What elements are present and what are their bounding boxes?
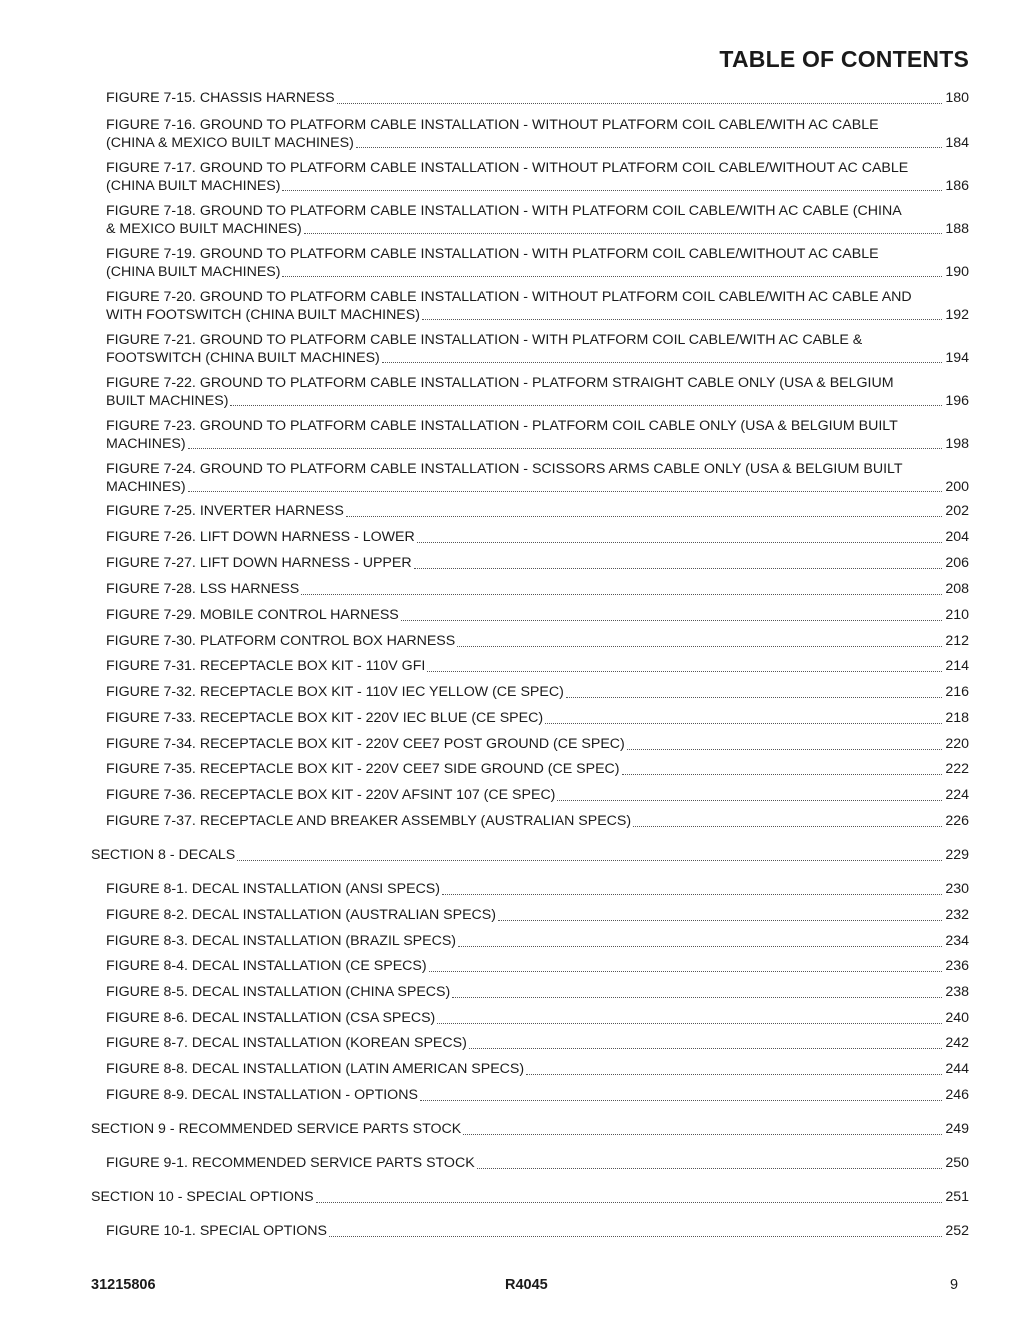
toc-entry-line bbox=[106, 393, 969, 411]
toc-entry-line bbox=[106, 658, 969, 676]
toc-entry-page-number: 184 bbox=[945, 134, 969, 151]
toc-entry-page-number: 206 bbox=[945, 555, 969, 571]
dot-leader bbox=[463, 1133, 942, 1135]
toc-figure-entry[interactable] bbox=[106, 684, 969, 702]
toc-entry-title: FIGURE 7-36. RECEPTACLE BOX KIT - 220V AFSINT 107 (CE SPEC) bbox=[106, 787, 556, 803]
dot-leader bbox=[188, 447, 943, 449]
footer-document-number: 31215806 bbox=[91, 1277, 156, 1293]
toc-entry-title: FIGURE 8-5. DECAL INSTALLATION (CHINA SPECS) bbox=[106, 984, 451, 1000]
toc-figure-entry[interactable] bbox=[106, 984, 969, 1002]
toc-entry-page-number: 186 bbox=[945, 177, 969, 194]
toc-entry-title: (CHINA & MEXICO BUILT MACHINES) bbox=[106, 134, 354, 151]
toc-figure-entry[interactable] bbox=[106, 736, 969, 754]
toc-entry-title: FIGURE 9-1. RECOMMENDED SERVICE PARTS STOCK bbox=[106, 1155, 475, 1171]
toc-entry-page-number: 190 bbox=[945, 263, 969, 280]
toc-section-entry[interactable] bbox=[91, 847, 969, 865]
toc-entry-title: (CHINA BUILT MACHINES) bbox=[106, 177, 281, 194]
toc-entry-title: WITH FOOTSWITCH (CHINA BUILT MACHINES) bbox=[106, 306, 420, 323]
toc-entry-page-number: 204 bbox=[945, 529, 969, 545]
toc-entry-title: FIGURE 7-30. PLATFORM CONTROL BOX HARNESS bbox=[106, 633, 456, 649]
toc-figure-entry[interactable] bbox=[106, 658, 969, 676]
footer-page-number: 9 bbox=[950, 1277, 959, 1293]
toc-entry-page-number: 224 bbox=[945, 787, 969, 803]
toc-entry-line bbox=[106, 958, 969, 976]
toc-entry-line bbox=[106, 581, 969, 599]
dot-leader bbox=[316, 1201, 943, 1203]
toc-entry-line bbox=[106, 479, 969, 497]
toc-entry-page-number: 251 bbox=[945, 1189, 969, 1205]
toc-entry-title: BUILT MACHINES) bbox=[106, 392, 229, 409]
toc-entry-page-number: 238 bbox=[945, 984, 969, 1000]
toc-entry-line bbox=[106, 135, 969, 153]
toc-entry-title: FIGURE 7-29. MOBILE CONTROL HARNESS bbox=[106, 607, 399, 623]
toc-entry-title: MACHINES) bbox=[106, 478, 186, 495]
dot-leader bbox=[282, 189, 942, 191]
toc-entry-line bbox=[106, 178, 969, 196]
toc-figure-entry[interactable] bbox=[106, 1087, 969, 1105]
toc-entry-title: SECTION 10 - SPECIAL OPTIONS bbox=[91, 1189, 314, 1205]
toc-figure-entry[interactable] bbox=[106, 203, 969, 238]
toc-entry-line bbox=[106, 90, 969, 108]
toc-figure-entry[interactable] bbox=[106, 1155, 969, 1173]
dot-leader bbox=[437, 1022, 942, 1024]
toc-entry-line bbox=[106, 436, 969, 454]
toc-entry-title: & MEXICO BUILT MACHINES) bbox=[106, 220, 302, 237]
dot-leader bbox=[301, 593, 942, 595]
toc-entry-title: SECTION 9 - RECOMMENDED SERVICE PARTS STOCK bbox=[91, 1121, 462, 1137]
toc-figure-entry[interactable] bbox=[106, 90, 969, 108]
toc-figure-entry[interactable] bbox=[106, 1061, 969, 1079]
dot-leader bbox=[627, 748, 943, 750]
dot-leader bbox=[457, 645, 942, 647]
toc-figure-entry[interactable] bbox=[106, 787, 969, 805]
toc-entry-page-number: 198 bbox=[945, 435, 969, 452]
toc-entry-line bbox=[106, 555, 969, 573]
dot-leader bbox=[337, 102, 943, 104]
toc-entry-line bbox=[106, 1061, 969, 1079]
toc-figure-entry[interactable] bbox=[106, 710, 969, 728]
dot-leader bbox=[346, 515, 943, 517]
toc-entry-line bbox=[106, 787, 969, 805]
toc-entry-page-number: 188 bbox=[945, 220, 969, 237]
toc-entry-page-number: 180 bbox=[945, 90, 969, 106]
toc-entry-page-number: 210 bbox=[945, 607, 969, 623]
toc-entry-page-number: 208 bbox=[945, 581, 969, 597]
toc-entry-title: FOOTSWITCH (CHINA BUILT MACHINES) bbox=[106, 349, 380, 366]
toc-entry-title-line: FIGURE 7-19. GROUND TO PLATFORM CABLE INSTALLATION - WITH PLATFORM COIL CABLE/WITHOUT AC CABLE bbox=[106, 246, 879, 262]
toc-entry-title: MACHINES) bbox=[106, 435, 186, 452]
toc-entry-line bbox=[106, 684, 969, 702]
toc-entry-title: FIGURE 7-32. RECEPTACLE BOX KIT - 110V IEC YELLOW (CE SPEC) bbox=[106, 684, 564, 700]
toc-entry-line bbox=[106, 633, 969, 651]
toc-entry-page-number: 230 bbox=[945, 881, 969, 897]
toc-figure-entry[interactable] bbox=[106, 461, 969, 496]
toc-entry-page-number: 220 bbox=[945, 736, 969, 752]
toc-entry-page-number: 214 bbox=[945, 658, 969, 674]
toc-entry-page-number: 192 bbox=[945, 306, 969, 323]
toc-entry-page-number: 250 bbox=[945, 1155, 969, 1171]
toc-entry-line bbox=[106, 1035, 969, 1053]
toc-figure-entry[interactable] bbox=[106, 503, 969, 521]
toc-entry-line bbox=[106, 907, 969, 925]
dot-leader bbox=[414, 567, 943, 569]
dot-leader bbox=[442, 893, 942, 895]
toc-entry-page-number: 246 bbox=[945, 1087, 969, 1103]
toc-figure-entry[interactable] bbox=[106, 529, 969, 547]
toc-entry-title: FIGURE 7-27. LIFT DOWN HARNESS - UPPER bbox=[106, 555, 412, 571]
toc-entry-title-line: FIGURE 7-21. GROUND TO PLATFORM CABLE INSTALLATION - WITH PLATFORM COIL CABLE/WITH AC CABLE & bbox=[106, 332, 863, 348]
toc-entry-title: FIGURE 8-2. DECAL INSTALLATION (AUSTRALIAN SPECS) bbox=[106, 907, 496, 923]
dot-leader bbox=[633, 825, 942, 827]
dot-leader bbox=[477, 1167, 943, 1169]
toc-figure-entry[interactable] bbox=[106, 1035, 969, 1053]
toc-entry-page-number: 218 bbox=[945, 710, 969, 726]
toc-entry-title: FIGURE 10-1. SPECIAL OPTIONS bbox=[106, 1223, 328, 1239]
toc-entry-title: FIGURE 8-8. DECAL INSTALLATION (LATIN AMERICAN SPECS) bbox=[106, 1061, 525, 1077]
dot-leader bbox=[417, 541, 943, 543]
toc-entry-title: FIGURE 7-28. LSS HARNESS bbox=[106, 581, 300, 597]
toc-entry-page-number: 196 bbox=[945, 392, 969, 409]
dot-leader bbox=[566, 696, 943, 698]
toc-section-entry[interactable] bbox=[91, 1189, 969, 1207]
toc-entry-page-number: 194 bbox=[945, 349, 969, 366]
dot-leader bbox=[429, 970, 943, 972]
footer-model: R4045 bbox=[505, 1277, 548, 1293]
dot-leader bbox=[282, 275, 942, 277]
toc-entry-line bbox=[106, 1010, 969, 1028]
toc-figure-entry[interactable] bbox=[106, 246, 969, 281]
toc-entry-title-line: FIGURE 7-22. GROUND TO PLATFORM CABLE INSTALLATION - PLATFORM STRAIGHT CABLE ONLY (USA & BELGIUM bbox=[106, 375, 894, 391]
toc-entry-line bbox=[91, 1189, 969, 1207]
toc-entry-line bbox=[106, 1087, 969, 1105]
toc-section-entry[interactable] bbox=[91, 1121, 969, 1139]
toc-entry-title-line: FIGURE 7-23. GROUND TO PLATFORM CABLE INSTALLATION - PLATFORM COIL CABLE ONLY (USA & BELGIUM BUILT bbox=[106, 418, 898, 434]
toc-entry-line bbox=[91, 1121, 969, 1139]
toc-figure-entry[interactable] bbox=[106, 633, 969, 651]
toc-entry-title: (CHINA BUILT MACHINES) bbox=[106, 263, 281, 280]
toc-entry-line bbox=[106, 710, 969, 728]
toc-entry-title: FIGURE 8-9. DECAL INSTALLATION - OPTIONS bbox=[106, 1087, 418, 1103]
toc-entry-line bbox=[106, 264, 969, 282]
dot-leader bbox=[422, 318, 942, 320]
dot-leader bbox=[230, 404, 942, 406]
page-title: TABLE OF CONTENTS bbox=[719, 46, 969, 72]
dot-leader bbox=[188, 490, 943, 492]
dot-leader bbox=[382, 361, 943, 363]
toc-figure-entry[interactable] bbox=[106, 418, 969, 453]
toc-entry-line bbox=[106, 736, 969, 754]
toc-entry-page-number: 242 bbox=[945, 1035, 969, 1051]
toc-entry-page-number: 234 bbox=[945, 933, 969, 949]
toc-entry-page-number: 236 bbox=[945, 958, 969, 974]
toc-entry-title: FIGURE 7-37. RECEPTACLE AND BREAKER ASSEMBLY (AUSTRALIAN SPECS) bbox=[106, 813, 632, 829]
dot-leader bbox=[427, 670, 942, 672]
toc-entry-page-number: 200 bbox=[945, 478, 969, 495]
dot-leader bbox=[469, 1047, 943, 1049]
toc-entry-line bbox=[106, 1223, 969, 1241]
toc-figure-entry[interactable] bbox=[106, 958, 969, 976]
toc-figure-entry[interactable] bbox=[106, 555, 969, 573]
dot-leader bbox=[304, 232, 943, 234]
toc-entry-title: SECTION 8 - DECALS bbox=[91, 847, 236, 863]
toc-entry-line bbox=[106, 221, 969, 239]
toc-entry-title: FIGURE 8-7. DECAL INSTALLATION (KOREAN SPECS) bbox=[106, 1035, 467, 1051]
toc-figure-entry[interactable] bbox=[106, 933, 969, 951]
toc-figure-entry[interactable] bbox=[106, 607, 969, 625]
toc-entry-title: FIGURE 7-31. RECEPTACLE BOX KIT - 110V GFI bbox=[106, 658, 426, 674]
toc-entry-title-line: FIGURE 7-16. GROUND TO PLATFORM CABLE INSTALLATION - WITHOUT PLATFORM COIL CABLE/WITH AC CABLE bbox=[106, 117, 879, 133]
toc-entry-line bbox=[106, 607, 969, 625]
toc-entry-title: FIGURE 7-25. INVERTER HARNESS bbox=[106, 503, 344, 519]
toc-entry-page-number: 244 bbox=[945, 1061, 969, 1077]
toc-entry-line bbox=[106, 529, 969, 547]
toc-entry-title: FIGURE 7-26. LIFT DOWN HARNESS - LOWER bbox=[106, 529, 415, 545]
toc-entry-title: FIGURE 7-15. CHASSIS HARNESS bbox=[106, 90, 335, 106]
toc-entry-page-number: 226 bbox=[945, 813, 969, 829]
toc-entry-title: FIGURE 8-6. DECAL INSTALLATION (CSA SPECS) bbox=[106, 1010, 436, 1026]
toc-figure-entry[interactable] bbox=[106, 117, 969, 152]
toc-entry-line bbox=[106, 984, 969, 1002]
toc-entry-title: FIGURE 8-3. DECAL INSTALLATION (BRAZIL SPECS) bbox=[106, 933, 457, 949]
toc-entry-page-number: 240 bbox=[945, 1010, 969, 1026]
toc-entry-title-line: FIGURE 7-20. GROUND TO PLATFORM CABLE INSTALLATION - WITHOUT PLATFORM COIL CABLE/WITH AC CABLE AND bbox=[106, 289, 912, 305]
toc-entry-page-number: 249 bbox=[945, 1121, 969, 1137]
toc-entry-title: FIGURE 8-1. DECAL INSTALLATION (ANSI SPECS) bbox=[106, 881, 440, 897]
toc-entry-line bbox=[106, 813, 969, 831]
toc-entry-title: FIGURE 7-33. RECEPTACLE BOX KIT - 220V IEC BLUE (CE SPEC) bbox=[106, 710, 544, 726]
toc-entry-page-number: 229 bbox=[945, 847, 969, 863]
toc-entry-line bbox=[106, 933, 969, 951]
dot-leader bbox=[401, 619, 943, 621]
toc-entry-line bbox=[106, 307, 969, 325]
dot-leader bbox=[452, 996, 942, 998]
toc-entry-page-number: 252 bbox=[945, 1223, 969, 1239]
dot-leader bbox=[498, 919, 942, 921]
toc-entry-line bbox=[106, 503, 969, 521]
toc-entry-page-number: 202 bbox=[945, 503, 969, 519]
dot-leader bbox=[420, 1099, 942, 1101]
dot-leader bbox=[622, 773, 943, 775]
toc-figure-entry[interactable] bbox=[106, 813, 969, 831]
dot-leader bbox=[526, 1073, 942, 1075]
toc-figure-entry[interactable] bbox=[106, 375, 969, 410]
dot-leader bbox=[237, 859, 942, 861]
toc-entry-line bbox=[106, 881, 969, 899]
dot-leader bbox=[557, 799, 942, 801]
toc-entry-title: FIGURE 7-35. RECEPTACLE BOX KIT - 220V CEE7 SIDE GROUND (CE SPEC) bbox=[106, 761, 620, 777]
toc-figure-entry[interactable] bbox=[106, 907, 969, 925]
toc-figure-entry[interactable] bbox=[106, 160, 969, 195]
toc-entry-title-line: FIGURE 7-18. GROUND TO PLATFORM CABLE INSTALLATION - WITH PLATFORM COIL CABLE/WITH AC CABLE (CHINA bbox=[106, 203, 902, 219]
toc-entry-page-number: 212 bbox=[945, 633, 969, 649]
dot-leader bbox=[545, 722, 942, 724]
toc-figure-entry[interactable] bbox=[106, 761, 969, 779]
toc-entry-line bbox=[91, 847, 969, 865]
toc-entry-title: FIGURE 8-4. DECAL INSTALLATION (CE SPECS) bbox=[106, 958, 427, 974]
toc-entry-line bbox=[106, 350, 969, 368]
dot-leader bbox=[458, 945, 942, 947]
toc-entry-title: FIGURE 7-34. RECEPTACLE BOX KIT - 220V CEE7 POST GROUND (CE SPEC) bbox=[106, 736, 625, 752]
dot-leader bbox=[329, 1235, 942, 1237]
toc-figure-entry[interactable] bbox=[106, 332, 969, 367]
toc-entry-line bbox=[106, 1155, 969, 1173]
toc-figure-entry[interactable] bbox=[106, 581, 969, 599]
toc-figure-entry[interactable] bbox=[106, 1223, 969, 1241]
dot-leader bbox=[356, 146, 943, 148]
toc-entry-page-number: 232 bbox=[945, 907, 969, 923]
toc-entry-title-line: FIGURE 7-17. GROUND TO PLATFORM CABLE INSTALLATION - WITHOUT PLATFORM COIL CABLE/WITHOUT AC CABLE bbox=[106, 160, 909, 176]
toc-figure-entry[interactable] bbox=[106, 1010, 969, 1028]
toc-entry-page-number: 222 bbox=[945, 761, 969, 777]
toc-entry-page-number: 216 bbox=[945, 684, 969, 700]
toc-entry-title-line: FIGURE 7-24. GROUND TO PLATFORM CABLE INSTALLATION - SCISSORS ARMS CABLE ONLY (USA & BELGIUM BUILT bbox=[106, 461, 903, 477]
toc-figure-entry[interactable] bbox=[106, 881, 969, 899]
toc-figure-entry[interactable] bbox=[106, 289, 969, 324]
toc-entry-line bbox=[106, 761, 969, 779]
